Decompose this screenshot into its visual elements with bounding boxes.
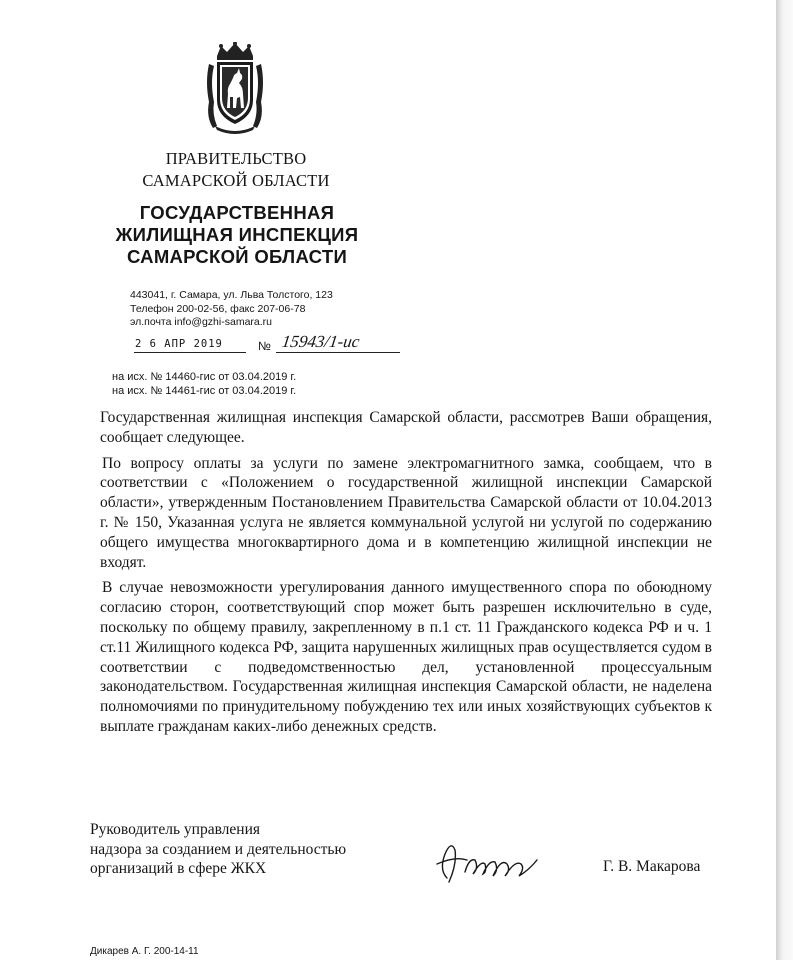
executor-info: Дикарев А. Г. 200-14-11 (90, 946, 199, 957)
position-line: организаций в сфере ЖКХ (90, 860, 267, 877)
phone-fax: Телефон 200-02-56, факс 207-06-78 (130, 302, 306, 315)
handwritten-signature (425, 830, 543, 892)
signatory-name: Г. В. Макарова (603, 858, 701, 875)
position-line: надзора за созданием и деятельностью (90, 840, 347, 858)
signatory-position (90, 820, 410, 879)
number-underline (276, 352, 400, 353)
letter-body (100, 408, 712, 737)
government-title (120, 148, 352, 192)
inspection-line: ЖИЛИЩНАЯ ИНСПЕКЦИЯ (115, 224, 359, 245)
registration-number-handwritten: 15943/1-ис (280, 332, 361, 351)
samara-coat-of-arms-icon (203, 42, 267, 136)
inspection-line: ГОСУДАРСТВЕННАЯ (139, 202, 335, 223)
position-line: Руководитель управления (90, 821, 261, 838)
body-paragraph: В случае невозможности урегулирования данного имущественного спора по обоюдному согласию сторон, соответствующий спор может быть разрешен исключительно в суде, поскольку по общему правилу, закрепленному в п.1 ст. 11 Гражданского кодекса РФ и ч. 1 ст.11 Жилищного кодекса РФ, защита нарушенных жилищных прав осуществляется судом в соответствии с подведомственностью дел, установленной процессуальным законодательством. Государственная жилищная инспекция Самарской области, не наделена полномочиями по принудительному побуждению тех или иных хозяйствующих субъектов к выплате гражданам каких-либо денежных средств. (100, 579, 712, 735)
government-line: ПРАВИТЕЛЬСТВО (165, 149, 307, 168)
inspection-line: САМАРСКОЙ ОБЛАСТИ (126, 246, 348, 267)
body-paragraph: По вопросу оплаты за услуги по замене электромагнитного замка, сообщаем, что в соответствии с «Положением о государственной жилищной инспекции Самарской области», утвержденным Постановлением Правительства Самарской области от 10.04.2013 г. № 150, Указанная услуга не является коммунальной услугой ни услугой по содержанию общего имущества многоквартирного дома и в компетенцию жилищной инспекции не входят. (100, 454, 712, 571)
government-line: САМАРСКОЙ ОБЛАСТИ (142, 171, 330, 190)
postal-address: 443041, г. Самара, ул. Льва Толстого, 123 (130, 289, 333, 301)
page-edge-shadow (776, 0, 793, 960)
inspection-title (92, 202, 382, 268)
address-block (130, 289, 370, 330)
reference-line: на исх. № 14460-гис от 03.04.2019 г. (112, 371, 297, 383)
reference-line: на исх. № 14461-гис от 03.04.2019 г. (112, 385, 297, 397)
registration-line (110, 334, 410, 356)
registration-date-stamp: 2 6 АПР 2019 (135, 338, 223, 350)
email-address: эл.почта info@gzhi-samara.ru (130, 316, 272, 328)
references-block (112, 370, 372, 398)
body-paragraph: Государственная жилищная инспекция Самарской области, рассмотрев Ваши обращения, сообщает следующее. (100, 409, 712, 446)
date-underline (134, 352, 246, 353)
number-sign: № (258, 339, 271, 353)
